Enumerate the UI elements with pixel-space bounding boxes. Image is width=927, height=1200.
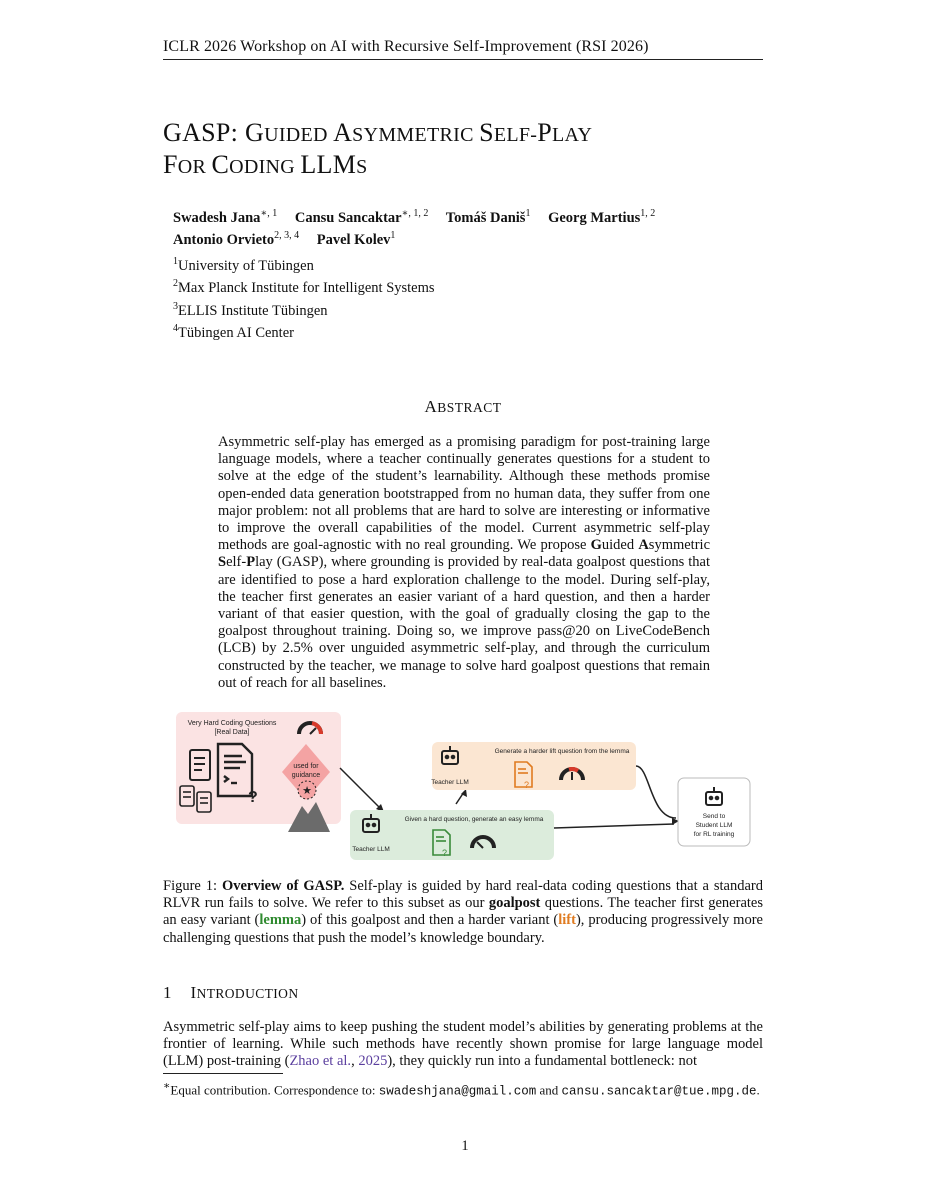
author — [446, 210, 531, 226]
send-label: Student LLM — [695, 822, 733, 829]
author-name: Pavel Kolev — [316, 231, 391, 248]
title-part: ELF- — [493, 124, 538, 146]
lemma-instruction: Given a hard question, generate an easy lemma — [404, 816, 544, 823]
heading-part: A — [424, 397, 438, 416]
author-affil-mark: 1, 2 — [640, 208, 656, 219]
running-header: ICLR 2026 Workshop on AI with Recursive Self-Improvement (RSI 2026) — [163, 38, 649, 55]
footnote — [163, 1078, 763, 1099]
star-icon: ★ — [302, 785, 312, 797]
author — [316, 229, 396, 248]
title-part: LLM — [300, 150, 357, 179]
flow-arrow — [340, 768, 382, 810]
send-label: for RL training — [693, 831, 735, 838]
title-part: P — [537, 118, 553, 147]
title-part: F — [163, 150, 178, 179]
abstract-word: uided — [601, 537, 639, 554]
author — [295, 210, 429, 226]
footnote-text: . — [756, 1082, 760, 1098]
caption-lift: lift — [558, 912, 576, 929]
guidance-label: used for — [293, 763, 319, 770]
section-heading — [163, 983, 298, 1003]
guidance-label: guidance — [291, 772, 321, 779]
abstract-word: elf- — [226, 554, 247, 571]
footnote-text: and — [536, 1082, 562, 1098]
teacher-llm-label: Teacher LLM — [352, 846, 390, 853]
affiliation — [173, 253, 673, 275]
svg-text:?: ? — [524, 780, 530, 790]
heading-part: BSTRACT — [437, 400, 502, 415]
author — [548, 210, 655, 226]
caption-bold: Overview of GASP. — [221, 878, 345, 894]
intro-text: , — [351, 1053, 359, 1070]
affiliation-list — [173, 253, 673, 342]
abstract-heading — [163, 397, 763, 417]
figure-caption — [163, 878, 763, 947]
title-part: SYMMETRIC — [352, 124, 480, 146]
svg-text:?: ? — [442, 848, 448, 858]
title-line-2 — [163, 150, 783, 182]
citation-link[interactable]: Zhao et al. — [289, 1053, 352, 1070]
send-label: Send to — [702, 813, 726, 820]
email-link[interactable]: cansu.sancaktar@tue.mpg.de — [561, 1084, 757, 1099]
footnote-mark: ∗ — [163, 1080, 171, 1092]
title-part: ODING — [229, 156, 301, 178]
author-affil-mark: ∗, 1 — [260, 208, 278, 219]
caption-text: ) of this goalpost and then a harder variant ( — [301, 912, 559, 929]
title-part: S — [356, 156, 368, 178]
teacher-llm-label: Teacher LLM — [431, 779, 469, 786]
title-line-1 — [163, 118, 783, 150]
abstract-sentence: Asymmetric self-play has emerged as a promising paradigm for post-training large language models, where a teacher continually generates questions for a student to solve at the edge of the student’s learnability. Although these methods promise open-ended data generation bootstrapped from no human data, they suffer from one major problem: not all problems that are hard to solve are interesting or informative to improve the overall capabilities of the model. Current asymmetric self-play methods are goal-agnostic with no real grounding. We propose — [218, 434, 710, 554]
heading-part: I — [190, 983, 197, 1002]
hard-questions-title: Very Hard Coding Questions — [187, 720, 277, 727]
heading-part: NTRODUCTION — [196, 986, 299, 1001]
lift-instruction: Generate a harder lift question from the lemma — [494, 748, 630, 755]
title-part: UIDED — [264, 124, 334, 146]
affiliation — [173, 320, 673, 342]
author-affil-mark: 1 — [525, 208, 531, 219]
svg-text:?: ? — [248, 789, 258, 806]
abstract-text — [218, 434, 710, 692]
author-name: Cansu Sancaktar — [294, 209, 402, 226]
email-link[interactable]: swadeshjana@gmail.com — [378, 1084, 537, 1099]
author-affil-mark: ∗, 1, 2 — [401, 208, 429, 219]
caption-goalpost: goalpost — [488, 895, 541, 912]
author-name: Antonio Orvieto — [173, 231, 275, 248]
paper-title — [163, 118, 783, 182]
acronym-letter: P — [246, 554, 256, 571]
caption-text: Self-play is guided by hard real-data coding questions that a standard RLVR run fails to solve. We refer to this subset as our — [163, 878, 763, 912]
caption-text: ), producing progressively more challenging questions that push the model’s knowledge boundary. — [163, 912, 763, 946]
affiliation — [173, 275, 673, 297]
title-part: A — [333, 118, 353, 147]
section-number: 1 — [163, 983, 172, 1002]
affiliation-number: 1 — [173, 256, 178, 267]
author-affil-mark: 1 — [390, 229, 396, 241]
title-part: OR — [177, 156, 212, 178]
caption-lemma: lemma — [259, 912, 302, 929]
footnote-rule — [163, 1073, 283, 1074]
affiliation-number: 4 — [173, 322, 178, 334]
caption-text: questions. The teacher first generates an easy variant ( — [163, 895, 763, 929]
page-number: 1 — [461, 1138, 469, 1154]
affiliation — [173, 298, 673, 320]
caption-prefix: Figure 1: — [163, 878, 222, 894]
affiliation-name: University of Tübingen — [178, 257, 314, 274]
author — [173, 210, 277, 226]
author-name: Tomáš Daniš — [445, 209, 526, 226]
title-part: GASP: G — [163, 118, 265, 147]
affiliation-name: Max Planck Institute for Intelligent Systems — [178, 280, 435, 297]
abstract-word: symmetric — [648, 537, 711, 554]
acronym-letter: S — [218, 554, 227, 571]
citation-link[interactable]: 2025 — [358, 1053, 388, 1070]
intro-text: Asymmetric self-play aims to keep pushing the student model’s abilities by generating problems at the frontier of learning. While such methods have recently shown promise for large language model (LLM) post-training ( — [163, 1019, 763, 1070]
overview-figure — [170, 706, 760, 866]
author-affil-mark: 2, 3, 4 — [274, 229, 300, 241]
affiliation-number: 3 — [173, 300, 178, 312]
acronym-letter: A — [638, 537, 649, 554]
author-list — [173, 205, 773, 249]
abstract-word: lay — [255, 554, 273, 571]
flow-arrow — [554, 824, 674, 828]
author-name: Georg Martius — [548, 209, 641, 226]
title-part: C — [211, 150, 230, 179]
hard-questions-subtitle: [Real Data] — [214, 729, 250, 736]
author-name: Swadesh Jana — [173, 209, 261, 226]
intro-paragraph — [163, 1019, 763, 1071]
header-rule — [163, 59, 763, 60]
affiliation-number: 2 — [173, 278, 178, 290]
flow-arrow — [636, 766, 676, 818]
abstract-sentence: (GASP), where grounding is provided by real-data goalpost questions that are identified to pose a hard exploration challenge to the model. During self-play, the teacher first generates an easier variant of a hard question, and then a harder variant of that easier question, with the goal of gradually closing the gap to the goalpost throughout training. Doing so, we improve pass@20 on LiveCodeBench (LCB) by 2.5% over unguided asymmetric self-play, and through the curriculum constructed by the teacher, we manage to solve hard goalpost questions that remain out of reach for all baselines. — [218, 554, 710, 691]
title-part: LAY — [552, 124, 593, 146]
intro-text: ), they quickly run into a fundamental bottleneck: not — [387, 1053, 697, 1070]
title-part: S — [479, 118, 494, 147]
affiliation-name: ELLIS Institute Tübingen — [178, 302, 328, 319]
affiliation-name: Tübingen AI Center — [178, 324, 294, 341]
footnote-text: Equal contribution. Correspondence to: — [170, 1082, 379, 1098]
author — [173, 229, 300, 248]
acronym-letter: G — [590, 537, 602, 554]
